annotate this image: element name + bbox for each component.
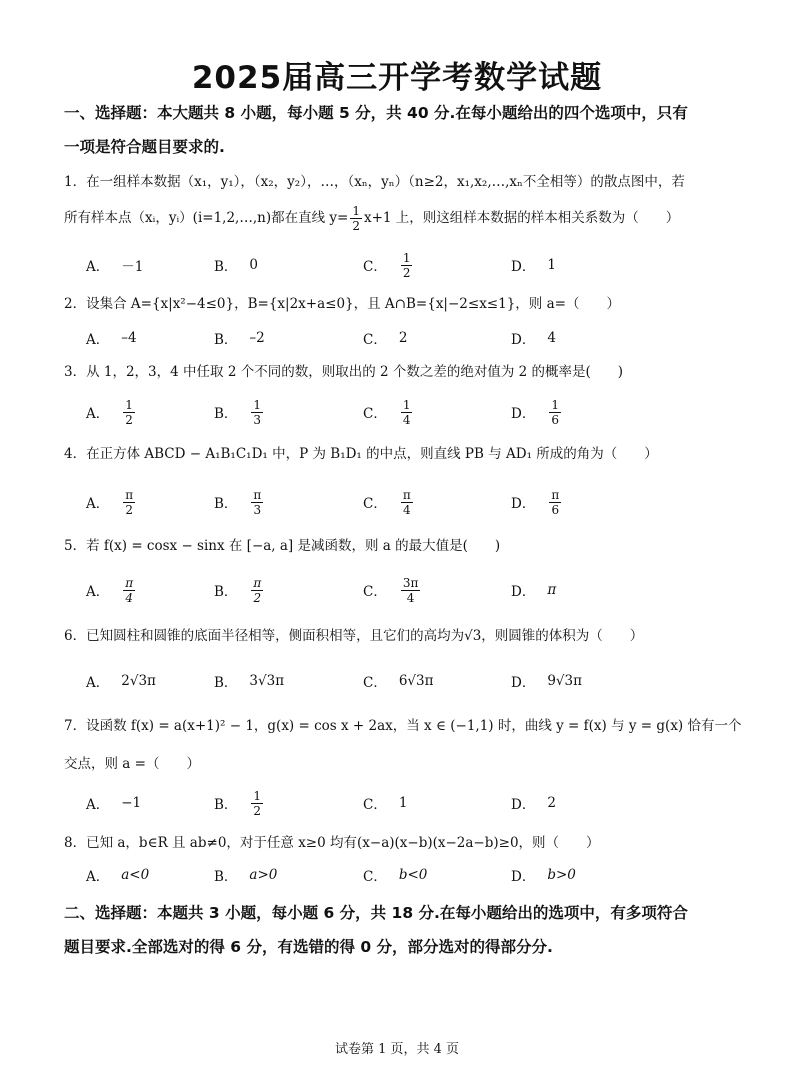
option-a: A． 2√3π: [86, 673, 156, 691]
option-a: A． a<0: [86, 867, 150, 885]
question-3-options: [86, 395, 706, 429]
option-b: B． 3√3π: [214, 673, 285, 691]
option-a: A． –4: [86, 330, 137, 348]
fraction: $\frac{1}{2}$: [352, 204, 360, 233]
question-6: 6．已知圆柱和圆锥的底面半径相等，侧面积相等，且它们的高均为√3，则圆锥的体积为（ ）: [64, 628, 644, 644]
option-d: D． 1: [511, 257, 556, 275]
option-d: D． 9√3π: [511, 673, 582, 691]
option-d: D． b>0: [511, 867, 576, 885]
question-4-options: [86, 485, 706, 519]
question-7-options: [86, 786, 706, 820]
section-1-heading: [64, 96, 744, 164]
question-2-options: [86, 321, 706, 355]
page-footer: 试卷第 1 页，共 4 页: [334, 1042, 460, 1057]
option-a: A． －1: [86, 259, 144, 275]
option-a: A． $\frac{1}{2}$: [86, 397, 133, 427]
option-b: B． –2: [214, 330, 265, 348]
question-6-options: [86, 664, 706, 698]
option-b: B． a>0: [214, 867, 278, 885]
option-c: C． 1: [363, 795, 408, 813]
option-c: C． 6√3π: [363, 673, 434, 691]
question-1-options: [86, 248, 706, 282]
option-a: A． −1: [86, 795, 142, 813]
option-c: C． $\frac{1}{2}$: [363, 250, 411, 280]
option-c: C． $\frac{\pi}{4}$: [363, 487, 411, 517]
section-1-line-2: 一项是符合题目要求的.: [64, 138, 225, 156]
option-d: D． 2: [511, 795, 556, 813]
question-4: 4．在正方体 ABCD − A₁B₁C₁D₁ 中，P 为 B₁D₁ 的中点，则直线 PB 与 AD₁ 所成的角为（ ）: [64, 446, 658, 462]
question-5: 5．若 f(x) = cosx − sinx 在 [−a, a] 是减函数，则 a 的最大值是( ): [64, 538, 501, 554]
section-2-line-1: 二、选择题：本题共 3 小题，每小题 6 分，共 18 分.在每小题给出的选项中，有多项符合: [64, 904, 688, 922]
question-1-line-2: 所有样本点（xᵢ，yᵢ）(i=1,2,…,n)都在直线 y= $\frac{1}{2}$ x+1 上，则这组样本数据的样本相关系数为（ ）: [64, 204, 680, 233]
option-c: C． $\frac{1}{4}$: [363, 397, 411, 427]
option-c: C． b<0: [363, 867, 428, 885]
option-d: D． 4: [511, 330, 556, 348]
option-d: D． π: [511, 582, 557, 600]
section-1-line-1: 一、选择题：本大题共 8 小题，每小题 5 分，共 40 分.在每小题给出的四个选项中，只有: [64, 104, 688, 122]
option-a: A． $\frac{\pi}{2}$: [86, 487, 134, 517]
question-7: 7．设函数 f(x) = a(x+1)² − 1，g(x) = cos x + 2ax，当 x ∈ (−1,1) 时，曲线 y = f(x) 与 y = g(x) 恰有一个: [64, 718, 742, 734]
page-title: 2025届高三开学考数学试题: [191, 60, 603, 96]
question-2: 2．设集合 A={x|x²−4≤0}，B={x|2x+a≤0}，且 A∩B={x|−2≤x≤1}，则 a=（ ）: [64, 296, 620, 312]
section-2-heading: [64, 896, 744, 964]
question-5-options: [86, 573, 706, 607]
option-b: B． $\frac{\pi}{2}$: [214, 575, 262, 605]
option-c: C． $\frac{3\pi}{4}$: [363, 575, 419, 605]
option-a: A． $\frac{\pi}{4}$: [86, 575, 134, 605]
question-3: 3．从 1，2，3，4 中任取 2 个不同的数，则取出的 2 个数之差的绝对值为 2 的概率是( ): [64, 364, 624, 380]
option-d: D． $\frac{\pi}{6}$: [511, 487, 560, 517]
question-8-options: [86, 858, 706, 892]
option-d: D． $\frac{1}{6}$: [511, 397, 559, 427]
question-1-line-1: 1．在一组样本数据（x₁，y₁），（x₂，y₂），…，（xₙ，yₙ）（n≥2，x₁,x₂,…,xₙ不全相等）的散点图中，若: [64, 174, 685, 190]
option-c: C． 2: [363, 330, 408, 348]
option-b: B． $\frac{\pi}{3}$: [214, 487, 262, 517]
option-b: B． $\frac{1}{3}$: [214, 397, 262, 427]
option-b: B． 0: [214, 257, 259, 275]
section-2-line-2: 题目要求.全部选对的得 6 分，有选错的得 0 分，部分选对的得部分分.: [64, 938, 553, 956]
question-7-line-2: 交点，则 a =（ ）: [64, 756, 200, 772]
question-8: 8．已知 a，b∈R 且 ab≠0，对于任意 x≥0 均有(x−a)(x−b)(x−2a−b)≥0，则（ ）: [64, 835, 600, 851]
option-b: B． $\frac{1}{2}$: [214, 788, 262, 818]
question-1: [64, 172, 744, 192]
